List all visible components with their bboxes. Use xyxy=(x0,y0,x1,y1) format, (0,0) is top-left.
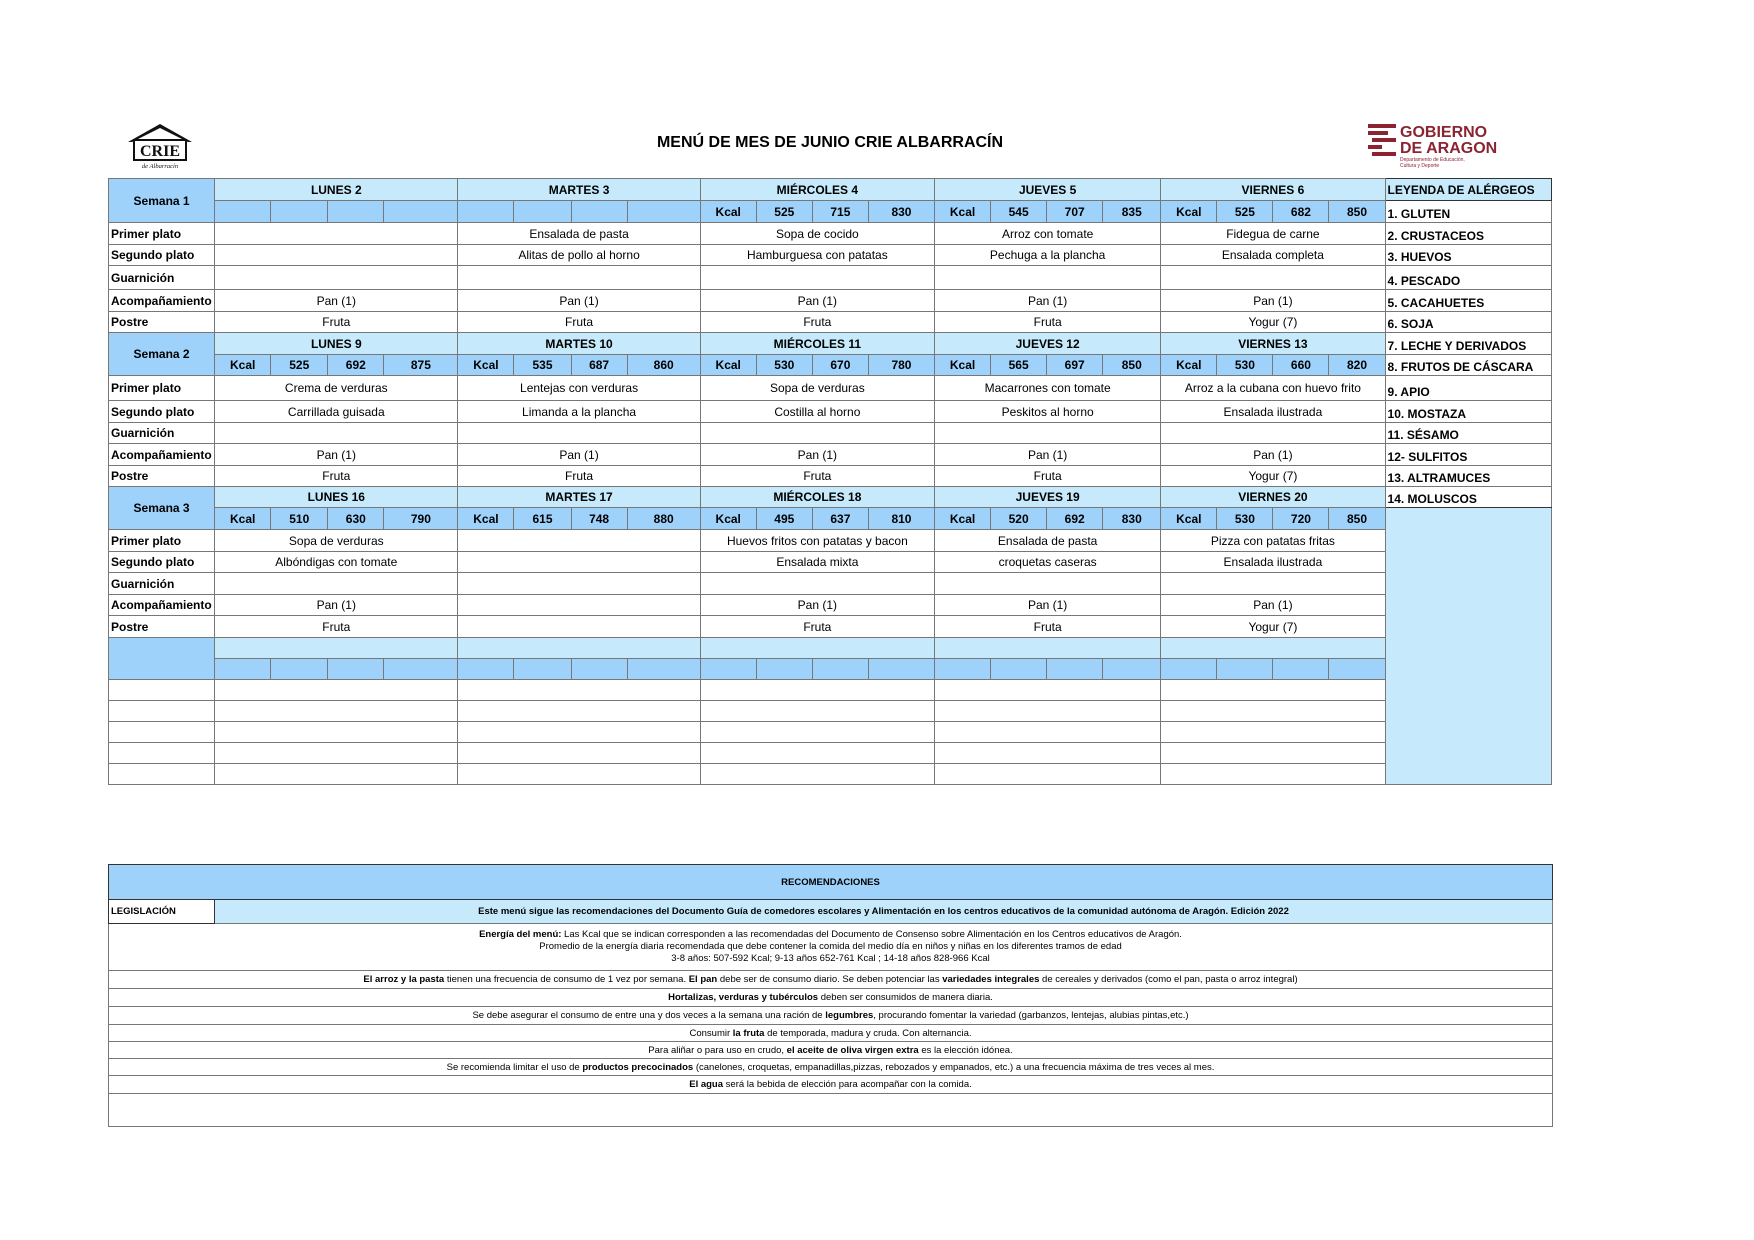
kcal-value: 850 xyxy=(1103,355,1161,376)
kcal-value: 830 xyxy=(868,201,934,223)
dish-empty xyxy=(215,764,458,785)
kcal-empty xyxy=(812,659,868,680)
kcal-value: 692 xyxy=(328,355,384,376)
kcal-label: Kcal xyxy=(458,355,514,376)
allergen-item: 4. PESCADO xyxy=(1385,266,1551,290)
row-label-empty xyxy=(109,764,215,785)
kcal-empty xyxy=(991,659,1047,680)
dish-empty xyxy=(700,764,934,785)
dish-segundo: Hamburguesa con patatas xyxy=(700,245,934,266)
kcal-value: 525 xyxy=(756,201,812,223)
kcal-empty xyxy=(1273,659,1329,680)
kcal-empty xyxy=(215,659,271,680)
day-header-empty xyxy=(935,638,1161,659)
dish-primer: Sopa de verduras xyxy=(215,530,458,552)
dish-empty xyxy=(1161,680,1385,701)
kcal-value: 530 xyxy=(1217,508,1273,530)
kcal-empty xyxy=(384,659,458,680)
kcal-empty xyxy=(700,659,756,680)
dish-guarnicion xyxy=(935,423,1161,444)
dish-acomp: Pan (1) xyxy=(1161,595,1385,616)
empty-row xyxy=(109,1094,1553,1127)
day-header: LUNES 16 xyxy=(215,487,458,508)
dish-postre: Fruta xyxy=(215,466,458,487)
dish-postre: Yogur (7) xyxy=(1161,616,1385,638)
dish-guarnicion xyxy=(935,266,1161,290)
svg-text:GOBIERNO: GOBIERNO xyxy=(1400,124,1488,141)
dish-empty xyxy=(1161,722,1385,743)
dish-empty xyxy=(215,743,458,764)
allergen-item: 2. CRUSTACEOS xyxy=(1385,223,1551,245)
kcal-label: Kcal xyxy=(458,508,514,530)
week-label: Semana 3 xyxy=(109,487,215,530)
dish-postre: Yogur (7) xyxy=(1161,312,1385,333)
kcal-label: Kcal xyxy=(700,355,756,376)
kcal-label: Kcal xyxy=(935,201,991,223)
kcal-empty xyxy=(1217,659,1273,680)
kcal-value: 790 xyxy=(384,508,458,530)
dish-postre: Fruta xyxy=(700,312,934,333)
dish-empty xyxy=(700,701,934,722)
allergen-item: 9. APIO xyxy=(1385,376,1551,401)
dish-postre: Fruta xyxy=(935,312,1161,333)
kcal-value: 510 xyxy=(271,508,328,530)
dish-guarnicion xyxy=(700,423,934,444)
svg-text:DE ARAGON: DE ARAGON xyxy=(1400,140,1498,157)
dish-acomp: Pan (1) xyxy=(1161,444,1385,466)
dish-empty xyxy=(458,722,700,743)
kcal-value: 810 xyxy=(868,508,934,530)
kcal-value xyxy=(271,201,328,223)
dish-guarnicion xyxy=(1161,266,1385,290)
crie-logo xyxy=(124,120,196,170)
dish-guarnicion xyxy=(1161,573,1385,595)
kcal-value: 720 xyxy=(1273,508,1329,530)
dish-postre: Fruta xyxy=(215,616,458,638)
day-header: MARTES 3 xyxy=(458,179,700,201)
allergen-item: 13. ALTRAMUCES xyxy=(1385,466,1551,487)
kcal-label: Kcal xyxy=(700,508,756,530)
dish-postre: Fruta xyxy=(700,466,934,487)
kcal-label xyxy=(458,201,514,223)
dish-empty xyxy=(935,680,1161,701)
kcal-value xyxy=(514,201,571,223)
recommendations-header: RECOMENDACIONES xyxy=(109,865,1553,900)
dish-acomp: Pan (1) xyxy=(215,444,458,466)
recommendation-vegetables: Hortalizas, verduras y tubérculos deben ser consumidos de manera diaria. xyxy=(109,989,1553,1007)
kcal-empty xyxy=(571,659,627,680)
dish-guarnicion xyxy=(700,266,934,290)
day-header: VIERNES 6 xyxy=(1161,179,1385,201)
svg-text:de Albarracín: de Albarracín xyxy=(141,163,179,170)
dish-segundo: Costilla al horno xyxy=(700,401,934,423)
row-label-empty xyxy=(109,722,215,743)
dish-guarnicion xyxy=(215,573,458,595)
dish-acomp: Pan (1) xyxy=(1161,290,1385,312)
dish-postre xyxy=(458,616,700,638)
svg-text:Cultura y Deporte: Cultura y Deporte xyxy=(1400,163,1440,169)
kcal-value xyxy=(328,201,384,223)
kcal-value: 780 xyxy=(868,355,934,376)
dish-guarnicion xyxy=(458,423,700,444)
dish-empty xyxy=(700,722,934,743)
kcal-value: 830 xyxy=(1103,508,1161,530)
kcal-label: Kcal xyxy=(1161,201,1217,223)
recommendation-legumes: Se debe asegurar el consumo de entre una y dos veces a la semana una ración de legumbres, procurando fomentar la variedad (garbanzos, lentejas, alubias pintas,etc.) xyxy=(109,1007,1553,1025)
page-title: MENÚ DE MES DE JUNIO CRIE ALBARRACÍN xyxy=(656,134,1004,151)
kcal-empty xyxy=(1103,659,1161,680)
dish-segundo: Pechuga a la plancha xyxy=(935,245,1161,266)
dish-segundo: Carrillada guisada xyxy=(215,401,458,423)
kcal-empty xyxy=(756,659,812,680)
recommendation-fruit: Consumir la fruta de temporada, madura y cruda. Con alternancia. xyxy=(109,1025,1553,1042)
kcal-empty xyxy=(1329,659,1385,680)
dish-acomp: Pan (1) xyxy=(215,290,458,312)
kcal-label: Kcal xyxy=(215,355,271,376)
menu-table xyxy=(108,178,1552,785)
energy-note: Energía del menú: Las Kcal que se indican corresponden a las recomendadas del Documento de Consenso sobre Alimentación en los Centros educativos de Aragón. Promedio de la energía diaria recomendada que debe contener la comida del medio día en niños y niñas en los diferentes tramos de edad 3-8 años: 507-592 Kcal; 9-13 años 652-761 Kcal ; 14-18 años 828-966 Kcal xyxy=(109,924,1553,971)
legend-filler xyxy=(1385,508,1551,785)
kcal-empty xyxy=(935,659,991,680)
day-header: LUNES 2 xyxy=(215,179,458,201)
legislation-text: Este menú sigue las recomendaciones del Documento Guía de comedores escolares y Alimentación en los centros educativos de la comunidad autónoma de Aragón. Edición 2022 xyxy=(215,900,1553,924)
kcal-label xyxy=(215,201,271,223)
day-header: JUEVES 5 xyxy=(935,179,1161,201)
dish-acomp: Pan (1) xyxy=(458,290,700,312)
kcal-value: 697 xyxy=(1047,355,1103,376)
kcal-label: Kcal xyxy=(1161,355,1217,376)
dish-acomp: Pan (1) xyxy=(935,595,1161,616)
dish-postre: Fruta xyxy=(935,616,1161,638)
dish-empty xyxy=(935,743,1161,764)
week-label: Semana 1 xyxy=(109,179,215,223)
recommendation-precooked: Se recomienda limitar el uso de productos precocinados (canelones, croquetas, empanadillas,pizzas, rebozados y empanados, etc.) a una frecuencia máxima de tres veces al mes. xyxy=(109,1059,1553,1076)
dish-segundo: Limanda a la plancha xyxy=(458,401,700,423)
dish-postre: Fruta xyxy=(700,616,934,638)
row-label-postre: Postre xyxy=(109,466,215,487)
row-label-acomp: Acompañamiento xyxy=(109,290,215,312)
kcal-value: 715 xyxy=(812,201,868,223)
kcal-value: 525 xyxy=(271,355,328,376)
allergen-legend-title: LEYENDA DE ALÉRGEOS xyxy=(1385,179,1551,201)
dish-primer xyxy=(215,223,458,245)
dish-empty xyxy=(215,701,458,722)
kcal-value: 545 xyxy=(991,201,1047,223)
row-label-acomp: Acompañamiento xyxy=(109,595,215,616)
allergen-item: 1. GLUTEN xyxy=(1385,201,1551,223)
day-header: MIÉRCOLES 11 xyxy=(700,333,934,355)
kcal-value xyxy=(627,201,700,223)
dish-guarnicion xyxy=(1161,423,1385,444)
dish-guarnicion xyxy=(700,573,934,595)
allergen-item: 7. LECHE Y DERIVADOS xyxy=(1385,333,1551,355)
dish-empty xyxy=(935,764,1161,785)
recommendation-cereals: El arroz y la pasta tienen una frecuencia de consumo de 1 vez por semana. El pan debe ser de consumo diario. Se deben potenciar las variedades integrales de cereales y derivados (como el pan, pasta o arroz integral) xyxy=(109,971,1553,989)
kcal-value: 692 xyxy=(1047,508,1103,530)
dish-acomp: Pan (1) xyxy=(700,444,934,466)
kcal-label: Kcal xyxy=(935,508,991,530)
dish-guarnicion xyxy=(935,573,1161,595)
gobierno-aragon-logo xyxy=(1368,120,1520,172)
kcal-value: 682 xyxy=(1273,201,1329,223)
dish-primer: Pizza con patatas fritas xyxy=(1161,530,1385,552)
row-label-guarnicion: Guarnición xyxy=(109,266,215,290)
day-header-empty xyxy=(215,638,458,659)
svg-text:Departamento de Educación,: Departamento de Educación, xyxy=(1400,157,1465,163)
dish-segundo xyxy=(458,552,700,573)
kcal-value: 637 xyxy=(812,508,868,530)
kcal-value: 748 xyxy=(571,508,627,530)
day-header: MIÉRCOLES 18 xyxy=(700,487,934,508)
kcal-label: Kcal xyxy=(700,201,756,223)
dish-postre: Fruta xyxy=(935,466,1161,487)
kcal-label: Kcal xyxy=(935,355,991,376)
svg-text:CRIE: CRIE xyxy=(139,143,181,160)
dish-postre: Fruta xyxy=(458,466,700,487)
dish-primer: Macarrones con tomate xyxy=(935,376,1161,401)
dish-acomp: Pan (1) xyxy=(935,290,1161,312)
dish-acomp: Pan (1) xyxy=(700,595,934,616)
kcal-empty xyxy=(328,659,384,680)
dish-empty xyxy=(1161,743,1385,764)
kcal-value xyxy=(384,201,458,223)
kcal-value: 850 xyxy=(1329,508,1385,530)
kcal-empty xyxy=(1161,659,1217,680)
dish-empty xyxy=(1161,764,1385,785)
kcal-value: 525 xyxy=(1217,201,1273,223)
dish-empty xyxy=(935,701,1161,722)
kcal-value: 850 xyxy=(1329,201,1385,223)
dish-empty xyxy=(700,743,934,764)
dish-postre: Fruta xyxy=(215,312,458,333)
allergen-item: 11. SÉSAMO xyxy=(1385,423,1551,444)
dish-guarnicion xyxy=(215,423,458,444)
kcal-value: 820 xyxy=(1329,355,1385,376)
dish-primer: Fidegua de carne xyxy=(1161,223,1385,245)
dish-primer: Huevos fritos con patatas y bacon xyxy=(700,530,934,552)
kcal-value: 875 xyxy=(384,355,458,376)
dish-segundo: Peskitos al horno xyxy=(935,401,1161,423)
kcal-value: 835 xyxy=(1103,201,1161,223)
day-header: MARTES 17 xyxy=(458,487,700,508)
recommendations-table xyxy=(108,864,1553,1127)
day-header-empty xyxy=(700,638,934,659)
kcal-empty xyxy=(627,659,700,680)
dish-primer: Sopa de cocido xyxy=(700,223,934,245)
row-label-empty xyxy=(109,743,215,764)
dish-guarnicion xyxy=(215,266,458,290)
allergen-item: 10. MOSTAZA xyxy=(1385,401,1551,423)
row-label-primer: Primer plato xyxy=(109,530,215,552)
dish-empty xyxy=(700,680,934,701)
kcal-empty xyxy=(458,659,514,680)
row-label-guarnicion: Guarnición xyxy=(109,423,215,444)
legislation-label: LEGISLACIÓN xyxy=(109,900,215,924)
kcal-value: 860 xyxy=(627,355,700,376)
week-label-empty xyxy=(109,638,215,680)
dish-guarnicion xyxy=(458,573,700,595)
dish-empty xyxy=(458,701,700,722)
kcal-empty xyxy=(868,659,934,680)
dish-primer: Arroz con tomate xyxy=(935,223,1161,245)
week-label: Semana 2 xyxy=(109,333,215,376)
dish-segundo: Ensalada ilustrada xyxy=(1161,552,1385,573)
kcal-label: Kcal xyxy=(1161,508,1217,530)
kcal-value: 530 xyxy=(756,355,812,376)
kcal-value: 530 xyxy=(1217,355,1273,376)
dish-empty xyxy=(215,680,458,701)
day-header: JUEVES 19 xyxy=(935,487,1161,508)
dish-postre: Yogur (7) xyxy=(1161,466,1385,487)
dish-primer xyxy=(458,530,700,552)
day-header: LUNES 9 xyxy=(215,333,458,355)
kcal-value: 660 xyxy=(1273,355,1329,376)
kcal-value: 615 xyxy=(514,508,571,530)
row-label-segundo: Segundo plato xyxy=(109,245,215,266)
row-label-guarnicion: Guarnición xyxy=(109,573,215,595)
dish-empty xyxy=(215,722,458,743)
dish-primer: Arroz a la cubana con huevo frito xyxy=(1161,376,1385,401)
row-label-empty xyxy=(109,680,215,701)
day-header-empty xyxy=(458,638,700,659)
day-header: VIERNES 13 xyxy=(1161,333,1385,355)
recommendation-olive-oil: Para aliñar o para uso en crudo, el aceite de oliva virgen extra es la elección idónea. xyxy=(109,1042,1553,1059)
row-label-postre: Postre xyxy=(109,312,215,333)
dish-acomp: Pan (1) xyxy=(700,290,934,312)
row-label-primer: Primer plato xyxy=(109,376,215,401)
allergen-item: 14. MOLUSCOS xyxy=(1385,487,1551,508)
allergen-item: 12- SULFITOS xyxy=(1385,444,1551,466)
kcal-value: 495 xyxy=(756,508,812,530)
day-header: VIERNES 20 xyxy=(1161,487,1385,508)
allergen-item: 8. FRUTOS DE CÁSCARA xyxy=(1385,355,1551,376)
kcal-value: 707 xyxy=(1047,201,1103,223)
dish-postre: Fruta xyxy=(458,312,700,333)
dish-segundo: Ensalada completa xyxy=(1161,245,1385,266)
dish-acomp xyxy=(458,595,700,616)
kcal-value: 687 xyxy=(571,355,627,376)
kcal-value: 630 xyxy=(328,508,384,530)
kcal-value xyxy=(571,201,627,223)
dish-empty xyxy=(458,680,700,701)
kcal-value: 520 xyxy=(991,508,1047,530)
kcal-value: 670 xyxy=(812,355,868,376)
dish-primer: Crema de verduras xyxy=(215,376,458,401)
allergen-item: 3. HUEVOS xyxy=(1385,245,1551,266)
dish-acomp: Pan (1) xyxy=(458,444,700,466)
day-header-empty xyxy=(1161,638,1385,659)
recommendation-water: El agua será la bebida de elección para acompañar con la comida. xyxy=(109,1076,1553,1094)
dish-segundo: Albóndigas con tomate xyxy=(215,552,458,573)
allergen-item: 6. SOJA xyxy=(1385,312,1551,333)
dish-empty xyxy=(935,722,1161,743)
dish-segundo: croquetas caseras xyxy=(935,552,1161,573)
dish-empty xyxy=(458,764,700,785)
dish-empty xyxy=(1161,701,1385,722)
dish-acomp: Pan (1) xyxy=(215,595,458,616)
dish-segundo: Ensalada mixta xyxy=(700,552,934,573)
dish-empty xyxy=(458,743,700,764)
dish-acomp: Pan (1) xyxy=(935,444,1161,466)
kcal-label: Kcal xyxy=(215,508,271,530)
day-header: MARTES 10 xyxy=(458,333,700,355)
kcal-empty xyxy=(271,659,328,680)
dish-primer: Sopa de verduras xyxy=(700,376,934,401)
kcal-value: 880 xyxy=(627,508,700,530)
row-label-primer: Primer plato xyxy=(109,223,215,245)
row-label-acomp: Acompañamiento xyxy=(109,444,215,466)
kcal-empty xyxy=(514,659,571,680)
dish-segundo: Alitas de pollo al horno xyxy=(458,245,700,266)
kcal-value: 535 xyxy=(514,355,571,376)
kcal-value: 565 xyxy=(991,355,1047,376)
day-header: MIÉRCOLES 4 xyxy=(700,179,934,201)
allergen-item: 5. CACAHUETES xyxy=(1385,290,1551,312)
kcal-empty xyxy=(1047,659,1103,680)
row-label-segundo: Segundo plato xyxy=(109,552,215,573)
row-label-postre: Postre xyxy=(109,616,215,638)
row-label-segundo: Segundo plato xyxy=(109,401,215,423)
dish-guarnicion xyxy=(458,266,700,290)
dish-segundo: Ensalada ilustrada xyxy=(1161,401,1385,423)
dish-primer: Lentejas con verduras xyxy=(458,376,700,401)
day-header: JUEVES 12 xyxy=(935,333,1161,355)
dish-primer: Ensalada de pasta xyxy=(935,530,1161,552)
dish-primer: Ensalada de pasta xyxy=(458,223,700,245)
dish-segundo xyxy=(215,245,458,266)
row-label-empty xyxy=(109,701,215,722)
